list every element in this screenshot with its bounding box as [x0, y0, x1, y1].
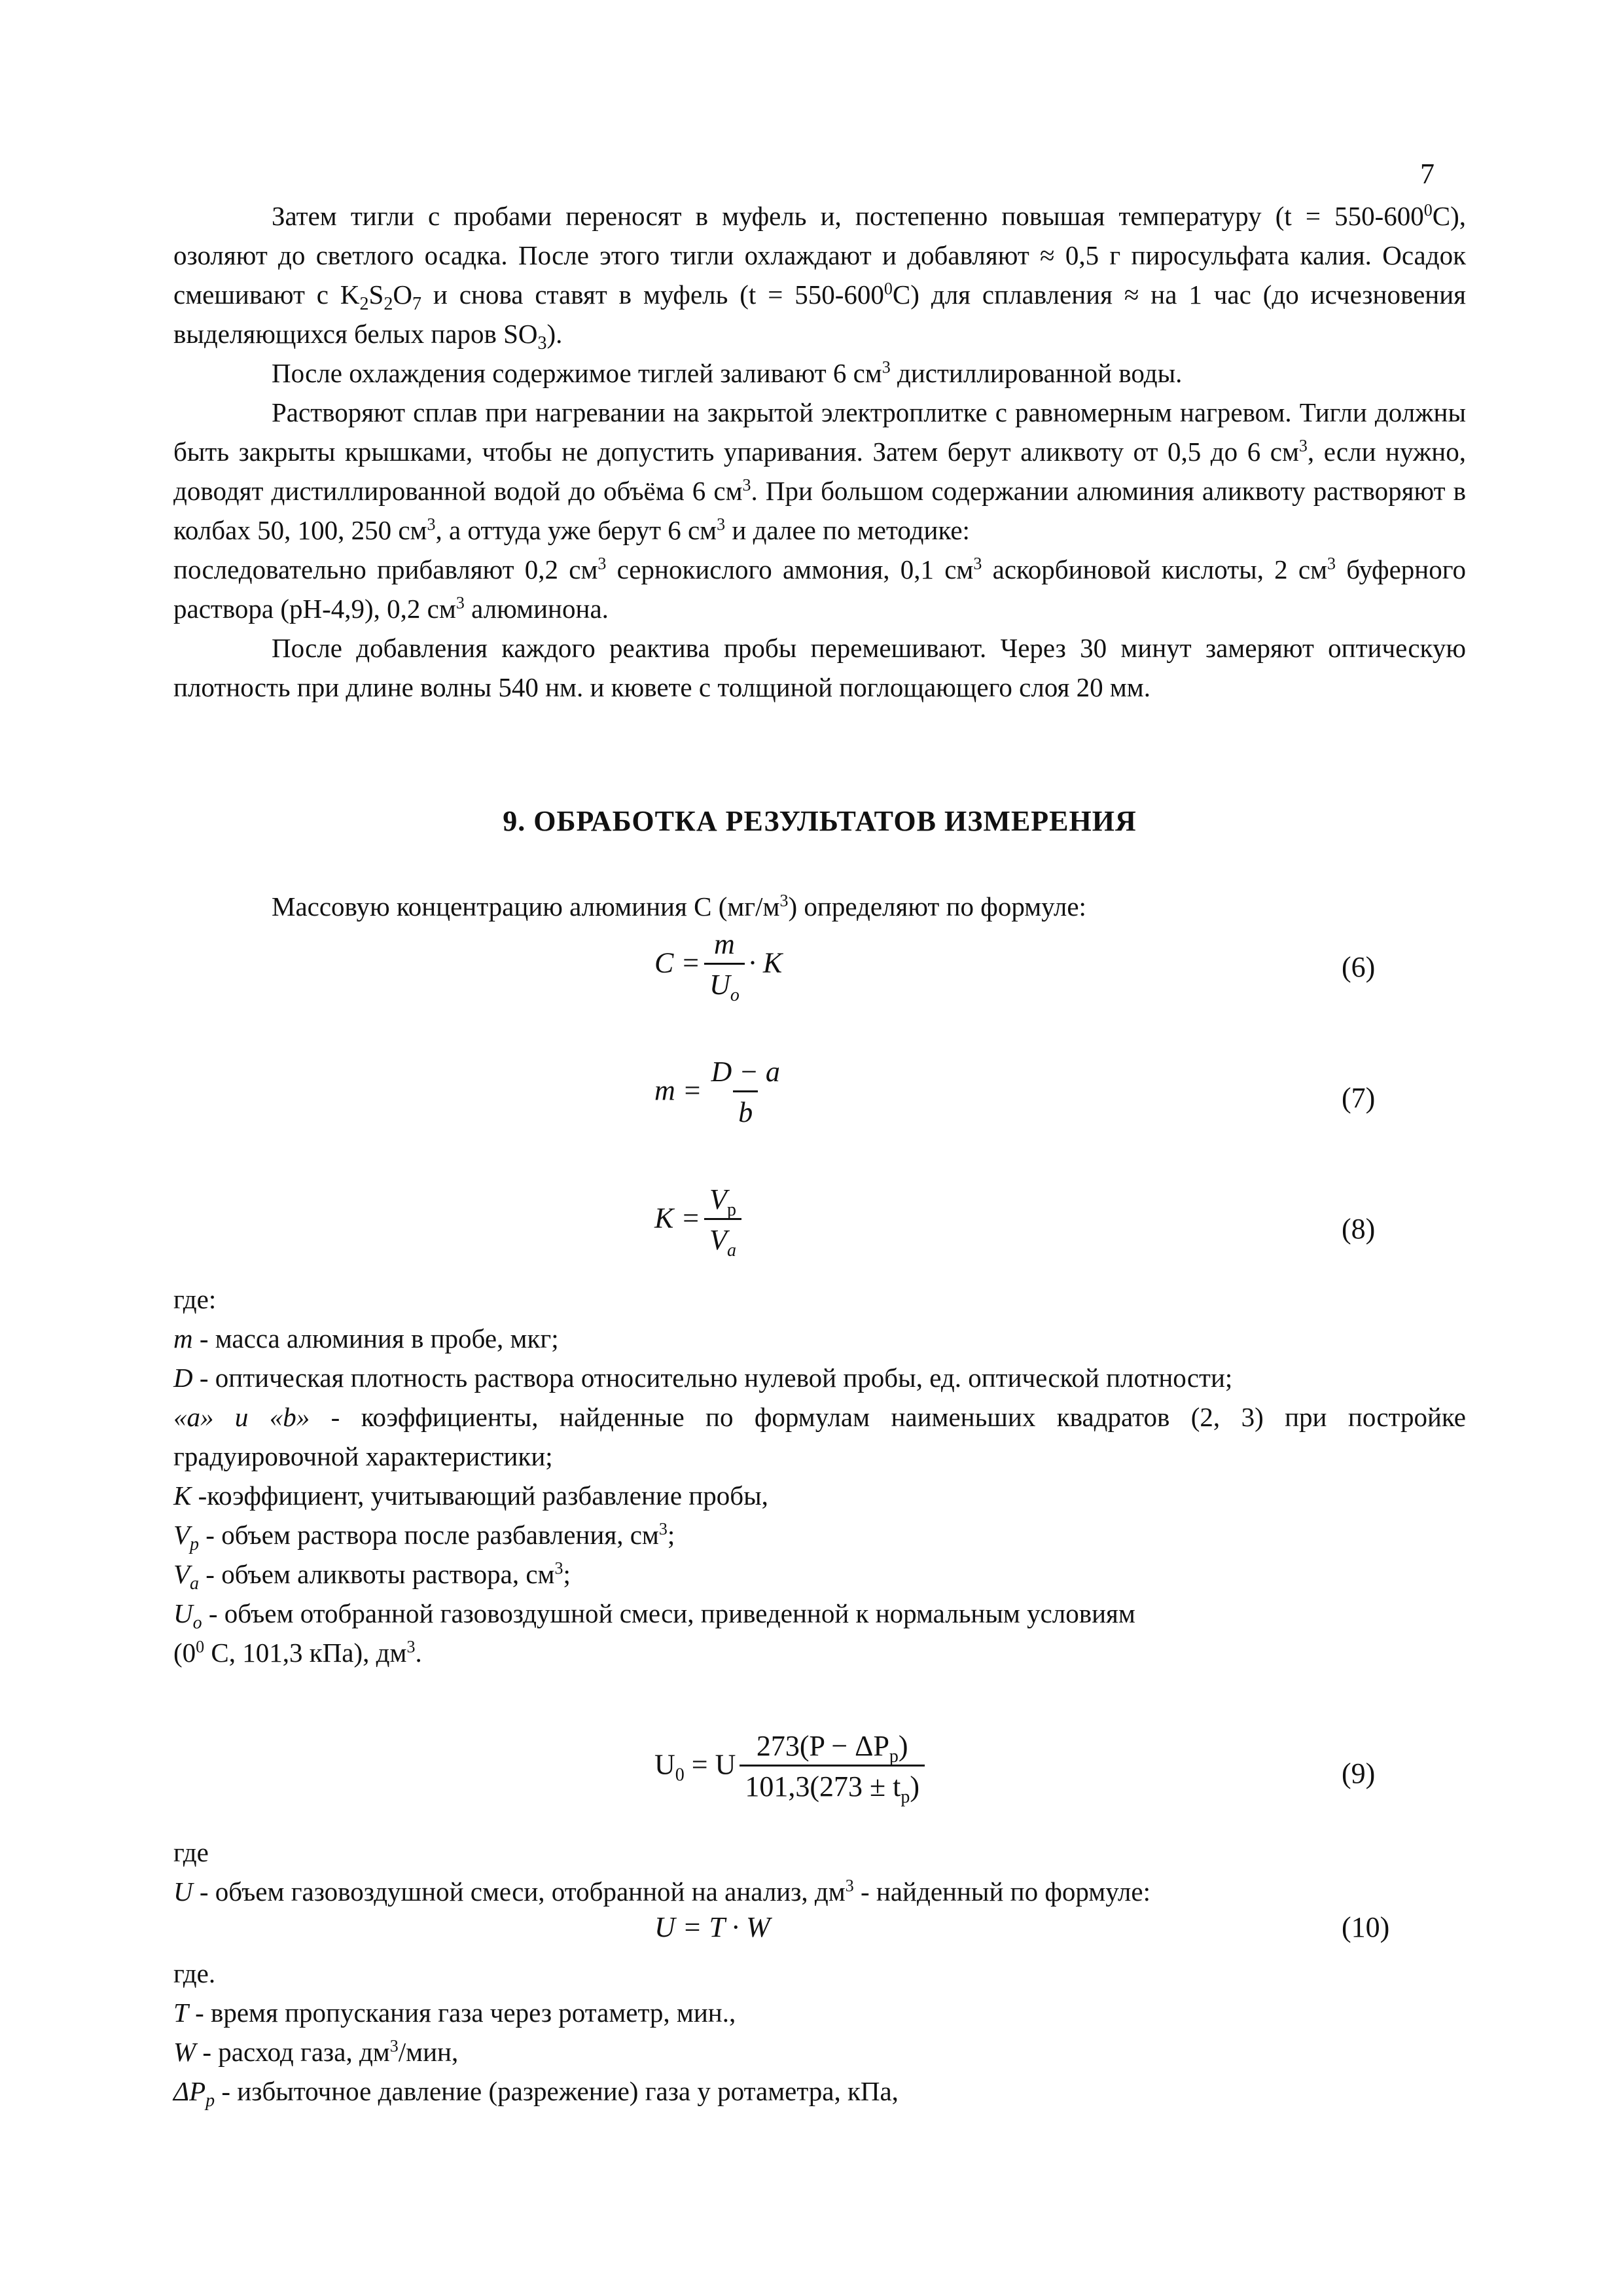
section-heading: 9. ОБРАБОТКА РЕЗУЛЬТАТОВ ИЗМЕРЕНИЯ	[503, 805, 1137, 837]
equation-9-number: (9)	[1342, 1757, 1376, 1789]
def-Va: $V_a$ - объем аликвоты раствора, $см^3$;	[173, 1558, 571, 1594]
intro-text: Массовую концентрацию алюминия С $(мг/м^3)$ определяют по формуле:	[272, 891, 1086, 922]
def-K: K -коэффициент, учитывающий разбавление пробы,	[173, 1480, 768, 1511]
where-label: где:	[173, 1284, 217, 1314]
paragraph-2: После охлаждения содержимое тиглей заливают 6 $см^3$ дистиллированной воды.	[272, 357, 1183, 388]
paragraph-3: Растворяют сплав при нагревании на закрытой электроплитке с равномерным нагревом. Тигли должны быть закрыты крышками, чтобы не допустить упаривания. Затем берут аликвоту от 0,5 до 6 $см^3$, если нужно, доводят дистиллированной водой до объёма 6 $см^3$. При большом содержании алюминия аликвоту растворяют в колбах 50, 100, 250 $см^3$, а оттуда уже берут 6 $см^3$ и далее по методике:	[173, 397, 1466, 545]
where-label-3: где.	[173, 1958, 216, 1988]
equation-10: U = T · W	[654, 1911, 770, 1943]
equation-7: m = $\frac{D - a}{b}$	[654, 1054, 789, 1133]
body-text	[173, 196, 1466, 707]
paragraph-1: Затем тигли с пробами переносят в муфель и, постепенно повышая температуру $(t = 550-600^0C)$, озоляют до светлого осадка. После этого тигли охлаждают и добавляют ≈ 0,5 г пиросульфата калия. Осадок смешивают с $K_2S_2O_7$ и снова ставят в муфель $(t = 550-600^0C)$ для сплавления ≈ на 1 час (до исчезновения выделяющихся белых паров $SO_3$).	[173, 200, 1467, 354]
equation-6: C = $\frac{m}{U_o}$ · K	[654, 928, 783, 1005]
equation-9: $U_0 = U$ $\frac{273(P - \Delta P_p)}{101,3(273 \pm t_p)}$	[654, 1728, 929, 1807]
def-a-b: «а» и «b» - коэффициенты, найденные по формулам наименьших квадратов (2, 3) при постройке градуировочной характеристики;	[173, 1402, 1466, 1471]
paragraph-5: После добавления каждого реактива пробы перемешивают. Через 30 минут замеряют оптическую плотность при длине волны 540 нм. и кювете с толщиной поглощающего слоя 20 мм.	[173, 633, 1466, 702]
equation-8: K = $\frac{V_p}{V_a}$	[654, 1181, 745, 1261]
page-number: 7	[1420, 158, 1435, 190]
definitions-T-W	[173, 1954, 1466, 2111]
equation-7-number: (7)	[1342, 1082, 1376, 1114]
equation-8-number: (8)	[1342, 1213, 1376, 1245]
def-Uo: $U_o$ - объем отобранной газовоздушной смеси, приведенной к нормальным условиям	[173, 1598, 1135, 1634]
paragraph-4: последовательно прибавляют 0,2 $см^3$ сернокислого аммония, 0,1 $см^3$ аскорбиновой кислоты, 2 $см^3$ буферного раствора (рН-4,9), 0,2 $см^3$ алюминона.	[173, 554, 1466, 624]
def-dP: $\Delta P_p$ - избыточное давление (разрежение) газа у ротаметра, кПа,	[173, 2076, 899, 2111]
definitions-U	[173, 1833, 1466, 1911]
def-W: W - расход газа, $дм^3$/мин,	[173, 2036, 459, 2067]
def-Vp: $V_p$ - объем раствора после разбавления, $см^3$;	[173, 1519, 675, 1555]
def-U: U - объем газовоздушной смеси, отобранной на анализ, $дм^3$ - найденный по формуле:	[173, 1876, 1150, 1907]
definitions-list	[173, 1280, 1466, 1672]
def-T: T - время пропускания газа через ротаметр, мин.,	[173, 1998, 736, 2028]
def-Uo-conditions: ($0^0$ С, 101,3 кПа), $дм^3$.	[173, 1637, 422, 1668]
where-label-2: где	[173, 1837, 209, 1867]
def-m: m - масса алюминия в пробе, мкг;	[173, 1323, 559, 1354]
def-D: D - оптическая плотность раствора относительно нулевой пробы, ед. оптической плотности;	[173, 1363, 1233, 1393]
equation-10-number: (10)	[1342, 1911, 1390, 1943]
equation-6-number: (6)	[1342, 951, 1376, 983]
